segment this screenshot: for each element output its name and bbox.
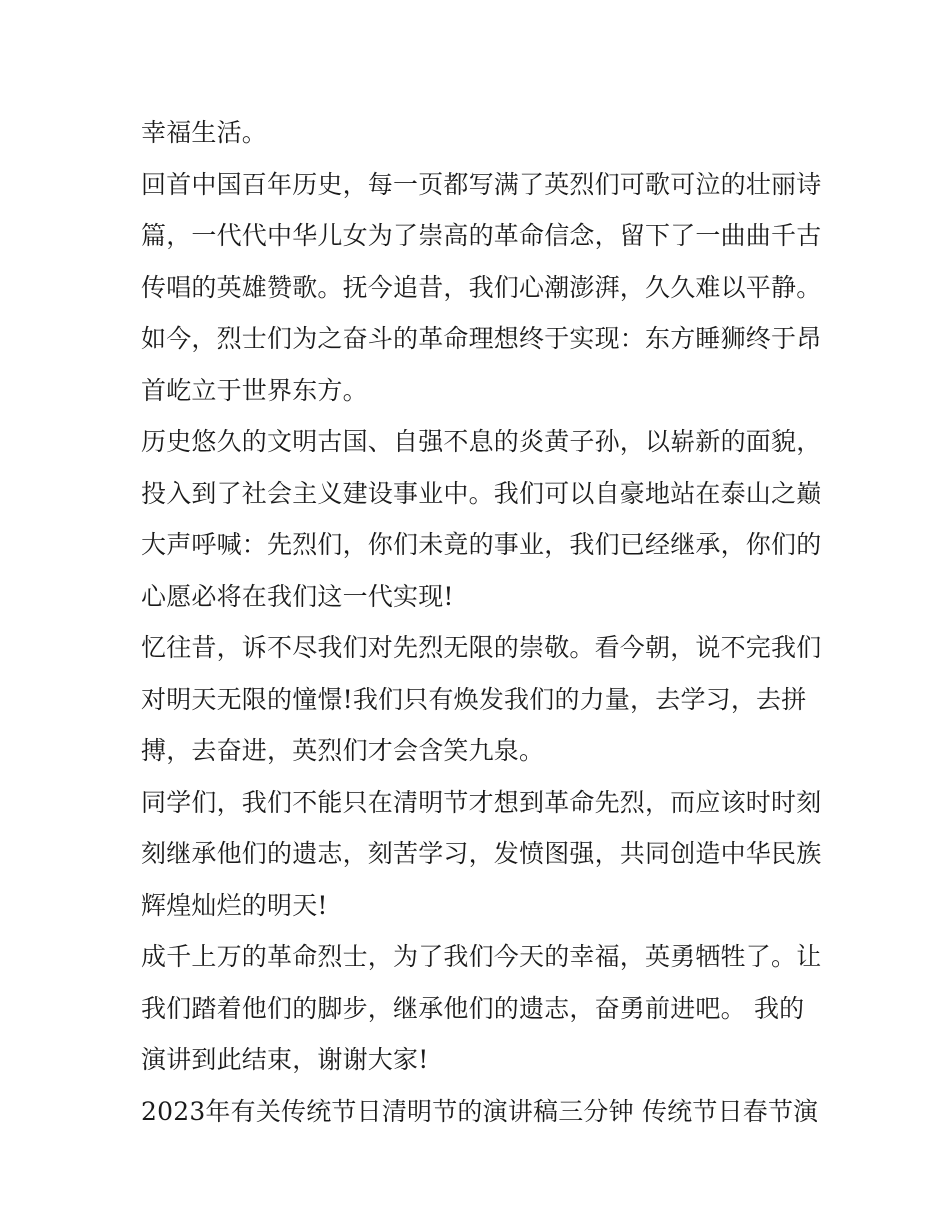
text-line: 同学们，我们不能只在清明节才想到革命先烈，而应该时时刻 xyxy=(141,787,822,817)
heading-line: 2023年有关传统节日清明节的演讲稿三分钟 传统节日春节演 xyxy=(141,1096,819,1126)
text-line: 投入到了社会主义建设事业中。我们可以自豪地站在泰山之巅 xyxy=(141,478,822,508)
text-line: 我们踏着他们的脚步，继承他们的遗志，奋勇前进吧。 我的 xyxy=(141,993,805,1023)
text-line: 演讲到此结束，谢谢大家! xyxy=(141,1045,429,1074)
text-line: 回首中国百年历史，每一页都写满了英烈们可歌可泣的壮丽诗 xyxy=(141,169,822,199)
text-line: 忆往昔，诉不尽我们对先烈无限的崇敬。看今朝，说不完我们 xyxy=(141,633,822,662)
text-line: 成千上万的革命烈士，为了我们今天的幸福，英勇牺牲了。让 xyxy=(141,942,822,971)
text-line: 大声呼喊：先烈们，你们未竟的事业，我们已经继承，你们的 xyxy=(141,530,822,559)
text-line: 篇，一代代中华儿女为了崇高的革命信念，留下了一曲曲千古 xyxy=(141,221,822,250)
text-line: 传唱的英雄赞歌。抚今追昔，我们心潮澎湃，久久难以平静。 xyxy=(141,272,822,302)
text-line: 辉煌灿烂的明天! xyxy=(141,890,328,920)
text-line: 对明天无限的憧憬!我们只有焕发我们的力量，去学习，去拼 xyxy=(141,684,807,714)
text-line: 首屹立于世界东方。 xyxy=(141,375,368,405)
text-line: 刻继承他们的遗志，刻苦学习，发愤图强，共同创造中华民族 xyxy=(141,839,822,868)
text-line: 搏，去奋进，英烈们才会含笑九泉。 xyxy=(141,736,545,765)
text-line: 如今，烈士们为之奋斗的革命理想终于实现：东方睡狮终于昂 xyxy=(141,324,822,353)
text-line: 历史悠久的文明古国、自强不息的炎黄子孙，以崭新的面貌， xyxy=(141,427,822,456)
text-line: 心愿必将在我们这一代实现! xyxy=(141,581,454,611)
text-line: 幸福生活。 xyxy=(141,118,268,147)
speech-text xyxy=(141,107,822,1137)
